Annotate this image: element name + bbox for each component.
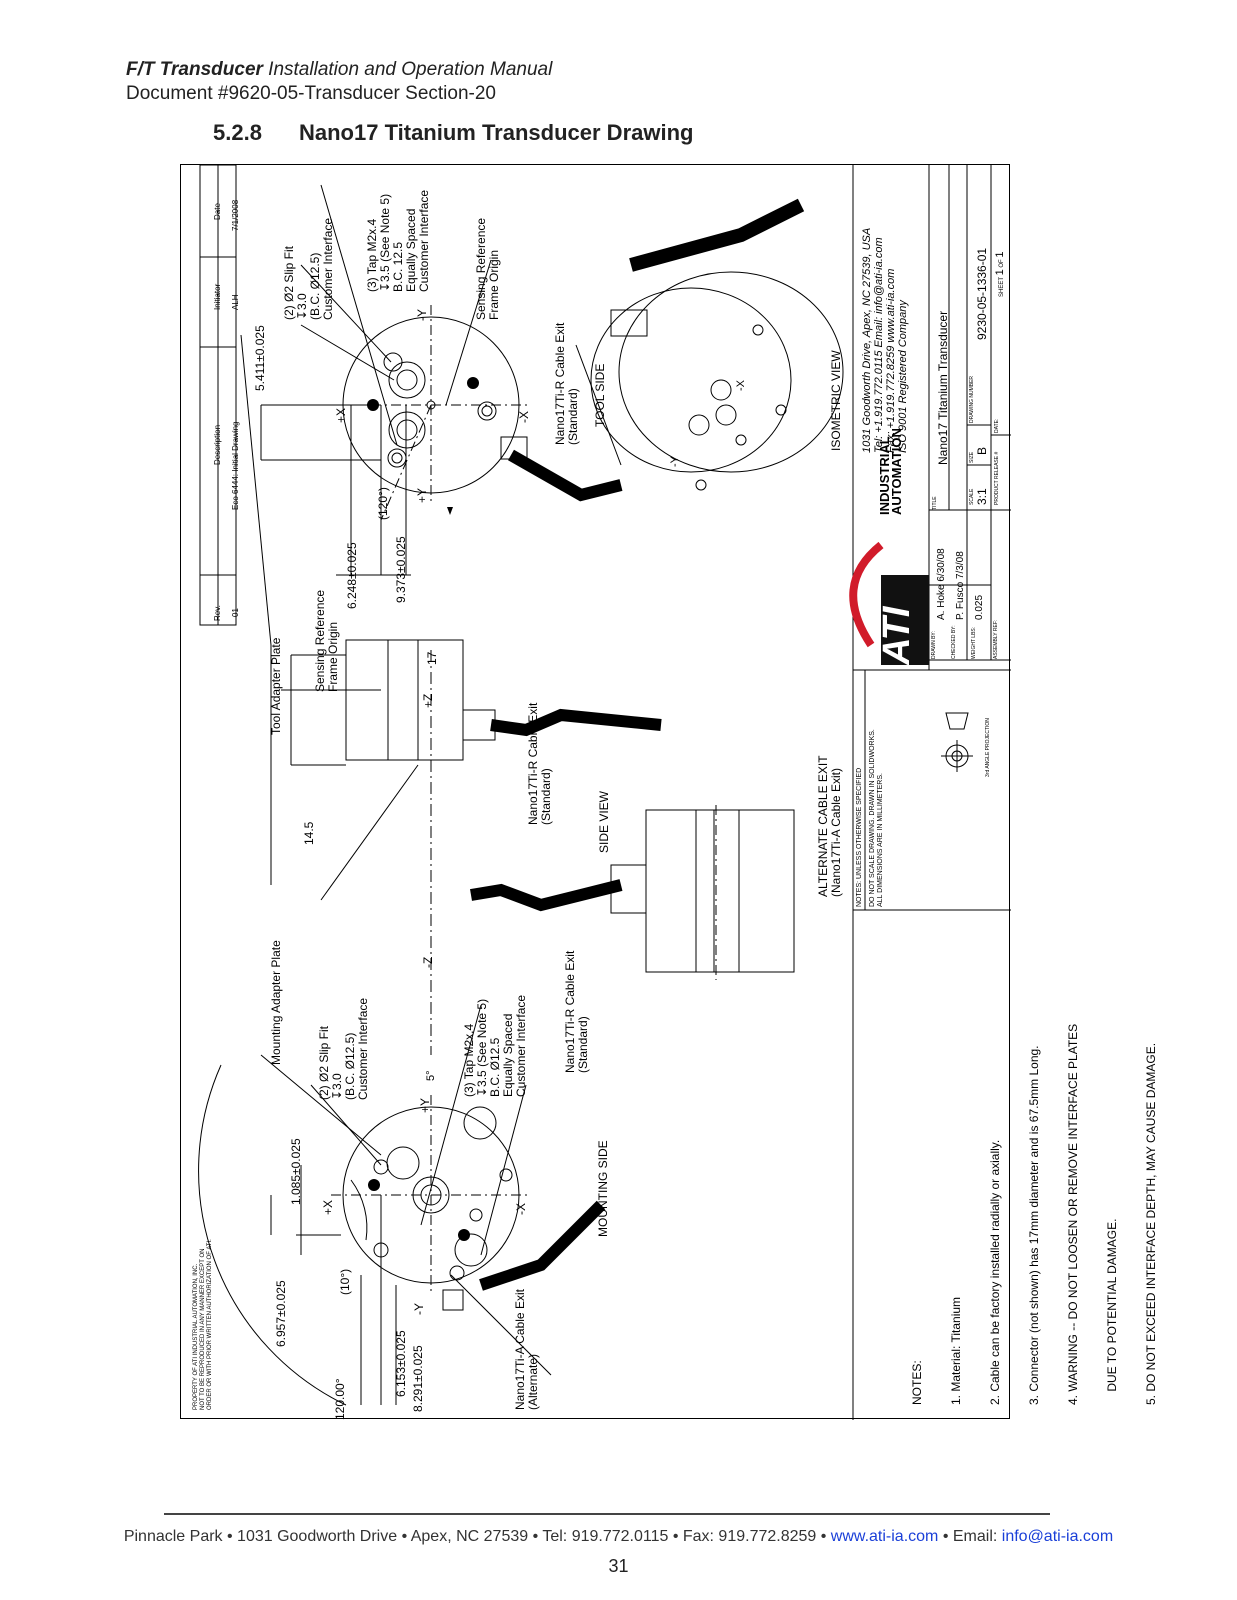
rev-initiator-header: Initiator (213, 283, 222, 310)
mount-axis-px: +X (321, 1199, 335, 1215)
rev-description-header: Description (213, 424, 222, 465)
tb-date-label: DATE: (994, 418, 1000, 433)
rev-date-header: Date (213, 203, 222, 220)
tb-checked-label: CHECKED BY: (951, 625, 957, 659)
dim-1085: 1.085±0.025 (289, 1138, 303, 1205)
tool-adapter-label: Tool Adapter Plate (269, 637, 283, 735)
section-title: Nano17 Titanium Transducer Drawing (299, 120, 694, 145)
tb-notes-text: DO NOT SCALE DRAWING. DRAWN IN SOLIDWORKS. ALL DIMENSIONS ARE IN MILLIMETERS. (869, 729, 884, 907)
mounting-side-label: MOUNTING SIDE (596, 1140, 610, 1237)
manual-title: F/T Transducer Installation and Operation Manual (126, 59, 553, 80)
tb-drawn-by-label: DRAWN BY: (931, 631, 937, 659)
dim-9373: 9.373±0.025 (394, 536, 408, 603)
tool-tap-callout: (3) Tap M2x.4 ↧3.5 (See Note 5) B.C. 12.5 Equally Spaced Customer Interface (365, 189, 431, 292)
ati-logo-subtext: INDUSTRIAL AUTOMATION (877, 428, 904, 515)
angle-120-mount: 120.00° (333, 1378, 347, 1420)
angle-120-tool: (120°) (376, 487, 390, 520)
document-number: Document #9620-05-Transducer Section-20 (126, 83, 496, 104)
website-link[interactable]: www.ati-ia.com (830, 1528, 939, 1545)
side-sensing-ref: Sensing Reference Frame Origin (313, 589, 340, 692)
footer-email-label: • Email: (938, 1528, 1002, 1545)
tb-scale: 3:1 (975, 488, 989, 505)
property-notice: PROPERTY OF ATI INDUSTRIAL AUTOMATION, INC. NOT TO BE REPRODUCED IN ANY MANNER EXCEPT ON ORDER OR WITH PRIOR WRITTEN AUTHORIZATION OF ATI. (193, 1239, 213, 1410)
tb-product-release-label: PRODUCT RELEASE # (994, 451, 1000, 505)
tool-axis-nx: -X (517, 411, 531, 423)
page-footer (0, 1528, 1237, 1546)
axis-nz: -Z (421, 956, 435, 968)
footer-address: Pinnacle Park • 1031 Goodworth Drive • Apex, NC 27539 • Tel: 919.772.0115 • Fax: 919.772.8259 • (123, 1528, 831, 1545)
tb-weight-label: WEIGHT LBS: (971, 626, 977, 659)
tb-title-label: TITLE (932, 496, 938, 510)
tool-axis-ny: -Y (415, 309, 429, 321)
tool-cable-exit: Nano17Ti-R Cable Exit (Standard) (553, 322, 580, 445)
rev-description: Eco 6444: Initial Drawing (231, 421, 240, 510)
axis-pz: +Z (421, 693, 435, 708)
iso-axis-ny: -Y (669, 456, 681, 467)
tool-sensing-ref: Sensing Reference Frame Origin (474, 217, 501, 320)
dim-17: 17 (425, 651, 439, 665)
rev-date: 7/1/2008 (231, 199, 240, 231)
side-cable-exit: Nano17Ti-R Cable Exit (Standard) (526, 702, 553, 825)
section-heading (213, 120, 693, 146)
dim-14-5: 14.5 (302, 821, 316, 845)
rev-initiator: ALH (231, 294, 240, 310)
ati-logo-text: ATI (876, 606, 918, 665)
footer-rule (164, 1513, 1050, 1515)
isometric-body (619, 272, 843, 472)
tb-drawing-number: 9230-05-1336-01 (975, 247, 989, 340)
tb-notes-header: NOTES: UNLESS OTHERWISE SPECIFIED (856, 767, 863, 907)
alt-cable-label: ALTERNATE CABLE EXIT (Nano17Ti-A Cable Exit) (816, 755, 843, 897)
tb-checked-by: P. Fusco 7/3/08 (955, 551, 966, 620)
mount-cable-a: Nano17Ti-A Cable Exit (Alternate) (513, 1289, 540, 1410)
tb-drawn-by: A. Hoke 6/30/08 (936, 548, 947, 620)
engineering-drawing (180, 164, 1158, 1420)
mount-cable-r: Nano17Ti-R Cable Exit (Standard) (563, 950, 590, 1073)
side-view-label: SIDE VIEW (597, 790, 611, 853)
tb-scale-label: SCALE (969, 488, 975, 505)
dim-6248: 6.248±0.025 (345, 542, 359, 609)
mount-slip-fit-callout: (2) Ø2 Slip Fit ↧3.0 (B.C. Ø12.5) Customer Interface (317, 997, 370, 1100)
dim-6957: 6.957±0.025 (274, 1280, 288, 1347)
rev-value: 01 (231, 608, 240, 617)
dim-5411: 5.411±0.025 (253, 325, 267, 391)
tool-axis-px: +X (334, 407, 348, 423)
tool-side-label: TOOL SIDE (593, 363, 607, 427)
mount-tap-callout: (3) Tap M2x.4 ↧3.5 (See Note 5) B.C. Ø12.5 Equally Spaced Customer Interface (462, 994, 528, 1097)
section-number: 5.2.8 (213, 120, 262, 145)
tb-title: Nano17 Titanium Transducer (936, 310, 950, 465)
dim-8291: 8.291±0.025 (411, 1345, 425, 1412)
angle-5: 5° (425, 1070, 437, 1081)
page-header (126, 58, 552, 106)
iso-axis-nx: -X (735, 380, 747, 391)
tb-drawing-number-label: DRAWING NUMBER (969, 375, 975, 423)
drawing-notes: NOTES: 1. Material: Titanium 2. Cable can be factory installed radially or axially. 3. Connector (not shown) has 17mm diameter and is 67.5mm Long. 4. WARNING -- DO NOT LOOSEN OR REMOVE INTERFACE PLATES DUE TO POTENTIAL DAMAGE. 5. DO NOT EXCEED INTERFACE DEPTH, MAY CAUSE DAMAGE. (910, 1023, 1158, 1405)
tb-size: B (975, 446, 989, 455)
isometric-label: ISOMETRIC VIEW (829, 350, 843, 451)
tb-projection: 3rd ANGLE PROJECTION (985, 718, 991, 777)
rev-header: Rev. (213, 605, 222, 621)
tb-assembly-label: ASSEMBLY REF: (993, 619, 999, 659)
mount-axis-nx: -X (514, 1203, 528, 1215)
mount-axis-ny: -Y (412, 1303, 426, 1315)
dim-6153: 6.153±0.025 (394, 1330, 408, 1397)
mounting-adapter-label: Mounting Adapter Plate (269, 940, 283, 1065)
tool-slip-fit-callout: (2) Ø2 Slip Fit ↧3.0 (B.C. Ø12.5) Customer Interface (282, 217, 335, 320)
angle-10: (10°) (338, 1268, 352, 1295)
ati-address: 1031 Goodworth Drive, Apex, NC 27539, USA Tel: +1.919.772.0115 Email: info@ati-ia.com Fax: +1.919.772.8259 www.ati-ia.com ISO 9001 Registered Company (861, 227, 909, 453)
tool-axis-py: +Y (415, 487, 429, 503)
mount-axis-py: +Y (418, 1097, 432, 1113)
tb-size-label: SIZE (969, 451, 975, 463)
page-number: 31 (608, 1556, 629, 1576)
email-link[interactable]: info@ati-ia.com (1001, 1528, 1114, 1545)
tb-sheet: SHEET 1 OF 1 (994, 251, 1006, 297)
tb-weight: 0.025 (974, 594, 985, 620)
tool-adapter-plate (346, 640, 388, 760)
